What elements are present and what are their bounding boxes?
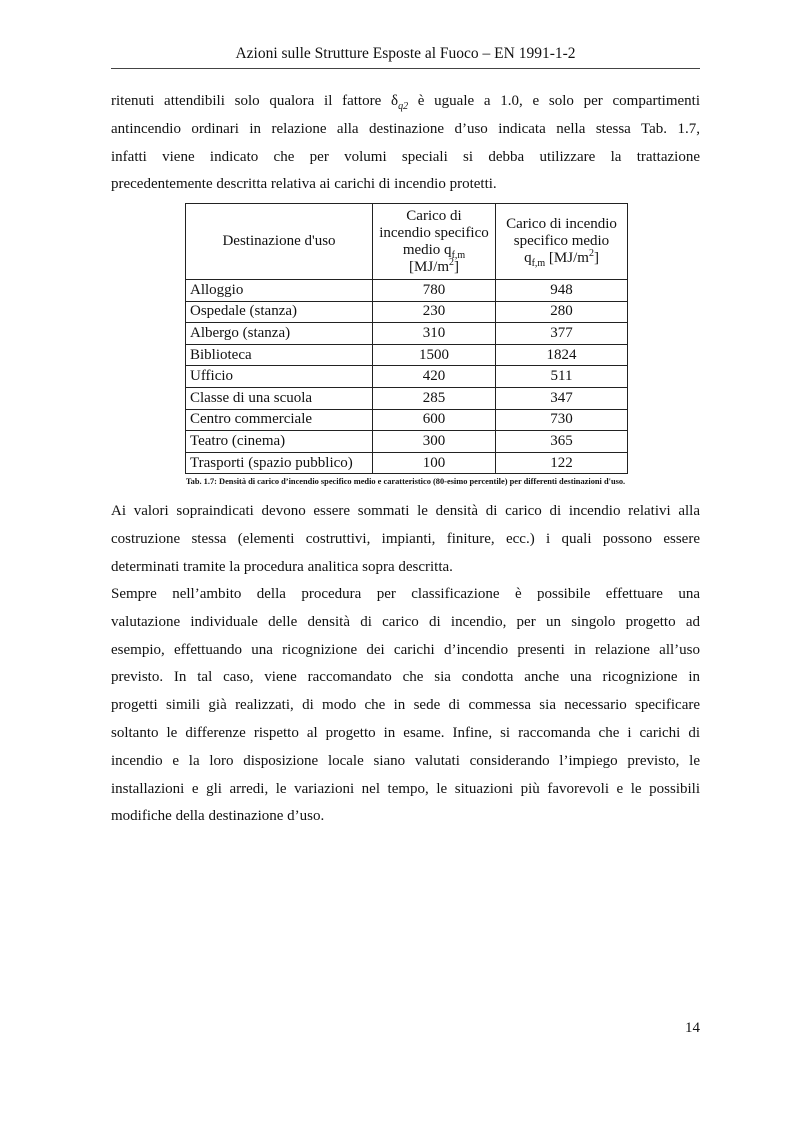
cell-mean: 230 xyxy=(373,301,496,323)
paragraph-line: installazioni e gli arredi, le variazioni nel tempo, le situazioni più favorevoli e le possibili xyxy=(111,780,700,797)
table-row xyxy=(186,366,628,388)
cell-char: 365 xyxy=(496,431,628,453)
table-header-row xyxy=(186,204,628,280)
paragraph-line: Sempre nell’ambito della procedura per classificazione è possibile effettuare una xyxy=(111,586,700,602)
cell-use: Centro commerciale xyxy=(186,409,373,431)
paragraph-line: valutazione individuale delle densità di carico di incendio, per un singolo progetto ad xyxy=(111,613,700,630)
paragraph-line: ritenuti attendibili solo qualora il fattore $\delta_{q2}$ è uguale a 1.0, e solo per compartimenti xyxy=(111,93,700,112)
paragraph-line: progetti simili già realizzati, di modo che in sede di commessa sia necessario specificare xyxy=(111,697,700,714)
cell-use: Biblioteca xyxy=(186,344,373,366)
cell-char: 122 xyxy=(496,452,628,474)
cell-char: 377 xyxy=(496,323,628,345)
cell-char: 948 xyxy=(496,280,628,302)
cell-mean: 310 xyxy=(373,323,496,345)
paragraph-line: esempio, effettuando una ricognizione dei carichi d’incendio presenti in relazione all’uso xyxy=(111,641,700,658)
table-caption: Tab. 1.7: Densità di carico d’incendio specifico medio e caratteristico (80-esimo percentile) per differenti destinazioni d'uso. xyxy=(185,477,626,486)
table-row xyxy=(186,344,628,366)
table-row xyxy=(186,431,628,453)
cell-mean: 780 xyxy=(373,280,496,302)
delta-subscript: q2 xyxy=(398,101,409,112)
cell-use: Alloggio xyxy=(186,280,373,302)
paragraph-line: costruzione stessa (elementi costruttivi, impianti, finiture, ecc.) i quali possono essere xyxy=(111,530,700,547)
fire-load-table xyxy=(185,203,628,474)
paragraph-line: soltanto le differenze rispetto al progetto in esame. Infine, si raccomanda che i carichi di xyxy=(111,724,700,741)
cell-use: Teatro (cinema) xyxy=(186,431,373,453)
paragraph-line: incendio e la loro disposizione locale siano valutati considerando l’impiego previsto, le xyxy=(111,752,700,769)
table-row xyxy=(186,452,628,474)
cell-char: 347 xyxy=(496,387,628,409)
table-row xyxy=(186,301,628,323)
cell-use: Trasporti (spazio pubblico) xyxy=(186,452,373,474)
paragraph-line: previsto. In tal caso, viene raccomandato che sia condotta anche una ricognizione in xyxy=(111,669,700,686)
paragraph-line: antincendio ordinari in relazione alla destinazione d’uso indicata nella stessa Tab. 1.7, xyxy=(111,120,700,137)
table-row xyxy=(186,323,628,345)
paragraph-sum xyxy=(111,498,700,581)
cell-char: 730 xyxy=(496,409,628,431)
page-number: 14 xyxy=(685,1020,700,1036)
paragraph-line: Ai valori sopraindicati devono essere sommati le densità di carico di incendio relativi alla xyxy=(111,503,700,519)
table-row xyxy=(186,387,628,409)
cell-use: Albergo (stanza) xyxy=(186,323,373,345)
cell-use: Ufficio xyxy=(186,366,373,388)
cell-use: Classe di una scuola xyxy=(186,387,373,409)
header-carico-medio: Carico di incendio specifico medio $q_{f,m}$ $[MJ/m^2]$ xyxy=(373,204,496,280)
paragraph-line: modifiche della destinazione d’uso. xyxy=(111,808,325,825)
paragraph-line: precedentemente descritta relativa ai carichi di incendio protetti. xyxy=(111,176,497,193)
cell-use: Ospedale (stanza) xyxy=(186,301,373,323)
header-divider xyxy=(111,68,700,69)
paragraph-line: determinati tramite la procedura analitica sopra descritta. xyxy=(111,558,453,575)
cell-mean: 300 xyxy=(373,431,496,453)
running-header: Azioni sulle Strutture Esposte al Fuoco – EN 1991-1-2 xyxy=(235,45,576,62)
table-row xyxy=(186,409,628,431)
cell-char: 1824 xyxy=(496,344,628,366)
paragraph-classification xyxy=(111,581,700,831)
cell-mean: 100 xyxy=(373,452,496,474)
cell-char: 511 xyxy=(496,366,628,388)
cell-mean: 1500 xyxy=(373,344,496,366)
paragraph-intro xyxy=(111,88,700,199)
header-carico-caratteristico: Carico di incendio specifico medio $q_{f,m}$ $[MJ/m^2]$ xyxy=(496,204,628,280)
paragraph-line: infatti viene indicato che per volumi speciali si debba utilizzare la trattazione xyxy=(111,148,700,165)
header-destinazione: Destinazione d'uso xyxy=(186,204,373,280)
cell-mean: 285 xyxy=(373,387,496,409)
cell-mean: 420 xyxy=(373,366,496,388)
cell-char: 280 xyxy=(496,301,628,323)
table-row xyxy=(186,280,628,302)
cell-mean: 600 xyxy=(373,409,496,431)
